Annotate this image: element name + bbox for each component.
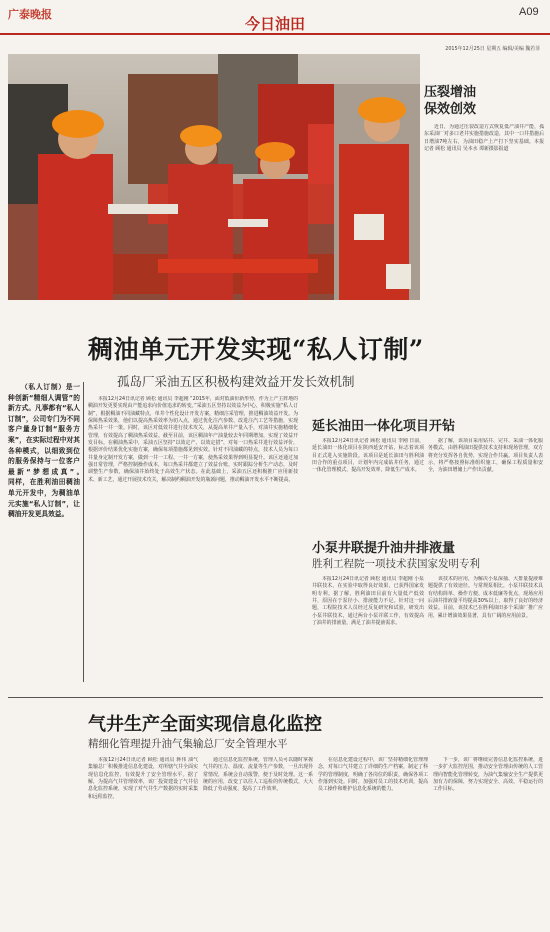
article-title-yanchang: 延长油田一体化项目开钻: [312, 419, 456, 434]
pump-article-col1: 本报12月24日讯记者 顾松 通讯员 李超刚 小泵井联技术，在实验中取得良好效果，已获得国家发明专利。据了解，胜利油田目前有大量低产低效井，原因在于泵径小、排液能力不足。针对这一问题，工程院技术人员经过反复研究和试验，研发出小泵井联技术，通过两台小泵并联工作，有效提高了油井的排液量，满足了油井提液需求。: [312, 576, 424, 627]
yanchang-article-col2: 据了解，该项目采用钻井、完井、采油一体化服务模式，由胜利油田提供技术支持和现场管理，双方将充分发挥各自优势，实现合作共赢。项目负责人表示，将严格按照标准组织施工，确保工程质量和安全，为油田增储上产作出贡献。: [428, 438, 543, 474]
date-editor-line: 2015年12月25日 星期五 编辑/美编 魏若菲: [445, 46, 540, 52]
page-number: A09: [519, 6, 539, 18]
header-rule: [0, 33, 550, 35]
bottom-headline: 气井生产全面实现信息化监控: [88, 714, 322, 735]
pump-article-col2: 该技术的应用，为解决小泵深抽、大排量提液难题提供了有效途径。与常规泵相比，小泵井联技术具有结构简单、操作方便、成本低廉等优点，现场应用后油井排液量平均提高30%以上，取得了良好的经济效益。目前，该技术已在胜利油田多个采油厂推广应用，累计增油效果显著，具有广阔的应用前景。: [428, 576, 543, 619]
bottom-article-col2: 通过信息化监控系统，管理人员可以随时掌握气井的压力、温度、流量等生产参数，一旦出现异常情况，系统会自动报警，便于及时处理。这一系统的应用，改变了以往人工巡检的传统模式，大大降低了劳动强度，提高了工作效率。: [203, 757, 313, 793]
bottom-article-col1: 本报12月24日讯记者 顾松 通讯员 蒋伟 油气集输总厂积极推进信息化建设，对所辖气井全面实现信息化监控，有效提升了安全管理水平。据了解，为提高气井管理效率，该厂投资建设了气井信息化监控系统，实现了对气井生产数据的实时采集和远程监控。: [88, 757, 198, 800]
main-headline: 稠油单元开发实现“私人订制”: [88, 335, 424, 364]
side-title-line1: 压裂增油: [424, 85, 477, 100]
newspaper-logo: 广泰晚报: [8, 8, 52, 21]
main-subheadline: 孤岛厂采油五区积极构建效益开发长效机制: [117, 374, 355, 389]
commentary-column: （私人订制）是一种创新“精细人调管”的新方式。凡事都有“私人订制”，公司专门为不同客户量身订制“服务方案”，在实际过程中对其各种模式，以细致到位的服务保持与一位客户最新“梦想成真”。 同样，在胜利油田稠油单元开发中，为稠油单元实施“私人订制”，让稠油开发更具效益。: [8, 383, 80, 519]
bottom-article-col3: 在信息化建设过程中，该厂坚持精细化管理理念，对每口气井建立了详细的生产档案，制定了科学的管理制度，明确了各岗位的职责，确保各项工作落到实处。同时，加强对员工的技术培训，提高员工操作和维护信息化系统的能力。: [318, 757, 428, 793]
section-title: 今日油田: [244, 15, 305, 33]
side-title-line2: 保效创效: [424, 102, 477, 117]
article-title-pump: 小泵井联提升油井排液量: [312, 541, 456, 556]
yanchang-article-col1: 本报12月24日讯记者 顾松 通讯员 李刚 日前，延长油田一体化项目在陕西延安开钻，标志着该项目正式进入实施阶段。该项目是延长油田与胜利油田合作的重点项目，计划年内完成钻井任务，通过一体化管理模式，提高开发效率，降低生产成本。: [312, 438, 424, 474]
main-article-body: 本报12月24日讯记者 顾松 通讯员 李超刚 “2015年，面对低油价新形势，作为上产主阵地的稠油开发更要实现由产能追求向价值追求的转变。”采油五区坚持以效益为中心，积极实施“私人订制”，根据稠油不同油藏特点，单井个性化设计开发方案，精细注采管理，推进稠油效益开发。为保障热采效果，他们以提高热采效率为切入点，通过优化注汽参数、改进注汽工艺等措施，实现热采井一井一策。同时，该区对低效井进行技术攻关，从提高单井产量入手，对油井实施精细化管理，有效提高了稠油热采效益。截至目前，该区稠油年产油量较去年同期增加，实现了效益开发目标。在稠油热采中，采油五区坚持“以效定产、以效定措”，对每一口热采井进行效益评价，根据评价结果优化实施方案，确保每项措施都见到实效。针对不同油藏的特点，技术人员为每口井量身定制开发方案，做到一井一工程、一井一方案，使热采效果得到明显提升。该区还通过加强日常管理，严格控制操作成本，每口热采井都建立了效益台账，实时跟踪分析生产动态，及时调整生产参数，确保油井始终处于高效生产状态。在此基础上，采油五区还积极推广应用新技术、新工艺，通过开展技术攻关，解决制约稠油开发的瓶颈问题，推动稠油开发水平不断提高。: [88, 396, 298, 483]
worker-portrait-graphic: [334, 84, 420, 300]
bottom-article-col4: 下一步，该厂将继续完善信息化监控系统，进一步扩大监控范围，推动安全管理由传统的人工管理向智能化管理转变，为油气集输安全生产提供更加有力的保障，努力实现安全、高效、平稳运行的工作目标。: [433, 757, 543, 793]
bottom-subheadline: 精细化管理提升油气集输总厂安全管理水平: [88, 738, 288, 750]
side-article-body: 近日，为通过压裂改造方式恢复低产油井产能，孤东采油厂对多口老井实施措施改造，其中一口井措施后日增油7吨左右，为油田稳产上产打下坚实基础。本报记者 顾松 通讯员 吴本水 谭新摄影报道: [424, 124, 544, 153]
article-subtitle-pump: 胜利工程院一项技术获国家发明专利: [312, 558, 480, 570]
section-divider: [8, 697, 543, 698]
column-divider: [83, 382, 84, 682]
side-article-title: [424, 84, 544, 118]
